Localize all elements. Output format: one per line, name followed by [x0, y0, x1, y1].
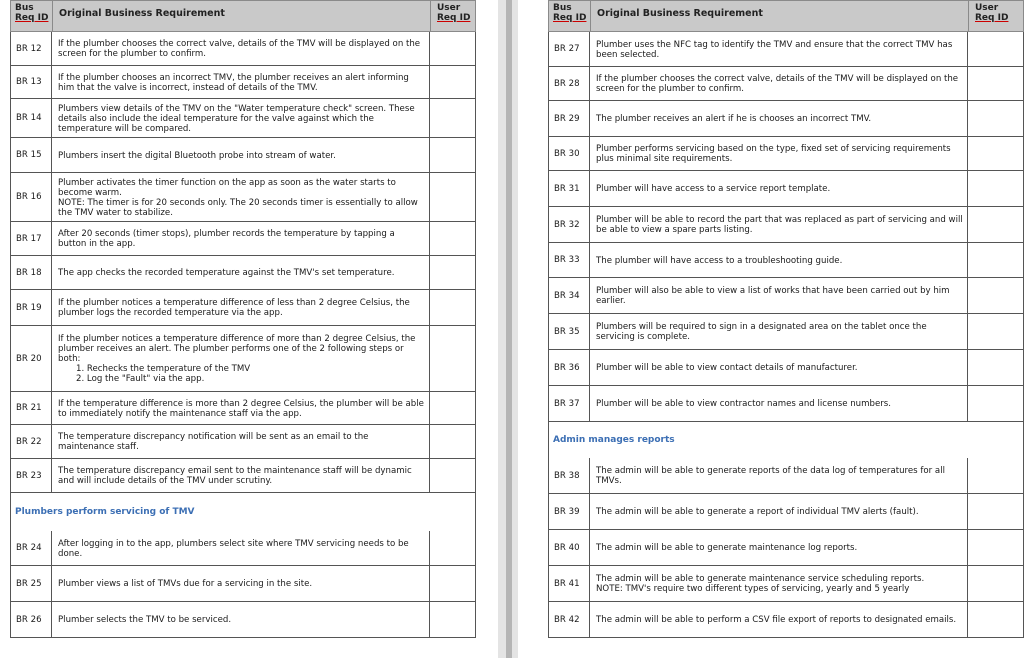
user-req-id-cell [968, 137, 1024, 170]
table-row [548, 101, 1024, 137]
bus-req-id: BR 40 [548, 530, 590, 565]
user-req-id-cell [968, 530, 1024, 565]
requirement-text: Plumber selects the TMV to be serviced. [52, 602, 430, 637]
user-req-id-cell [430, 290, 476, 325]
requirement-text: Plumbers will be required to sign in a designated area on the tablet once the servicing is complete. [590, 314, 968, 349]
bus-req-id: BR 15 [10, 138, 52, 172]
requirement-note: NOTE: TMV's require two different types of servicing, yearly and 5 yearly [596, 584, 910, 594]
bus-req-id: BR 21 [10, 392, 52, 424]
user-req-id-cell [968, 314, 1024, 349]
user-req-id-cell [430, 256, 476, 289]
table-row [548, 32, 1024, 67]
bus-req-id: BR 36 [548, 350, 590, 385]
requirement-text: The admin will be able to generate maintenance service scheduling reports. NOTE: TMV's require two different types of servicing, yearly and 5 yearly [590, 566, 968, 601]
user-req-id-cell [968, 458, 1024, 493]
bus-req-id: BR 20 [10, 326, 52, 391]
requirement-text: Plumber will be able to view contractor names and license numbers. [590, 386, 968, 421]
user-req-id-cell [430, 459, 476, 492]
table-row [10, 531, 476, 566]
table-row [10, 99, 476, 138]
user-req-id-cell [430, 326, 476, 391]
bus-req-id: BR 35 [548, 314, 590, 349]
table-row [548, 458, 1024, 494]
user-req-id-cell [968, 350, 1024, 385]
requirement-steps [58, 364, 425, 384]
bus-req-id: BR 42 [548, 602, 590, 637]
bus-req-id: BR 19 [10, 290, 52, 325]
user-req-id-cell [968, 566, 1024, 601]
user-req-id-cell [430, 602, 476, 637]
user-req-id-cell [968, 171, 1024, 206]
table-row [10, 425, 476, 459]
user-req-id-cell [968, 386, 1024, 421]
bus-req-id: BR 34 [548, 278, 590, 313]
bus-req-id-header: Bus Req ID [549, 1, 591, 31]
bus-req-id: BR 38 [548, 458, 590, 493]
requirement-text: Plumber will have access to a service report template. [590, 171, 968, 206]
table-row [548, 67, 1024, 101]
user-req-id-cell [430, 66, 476, 98]
bus-req-id: BR 33 [548, 243, 590, 277]
requirement-text: If the plumber notices a temperature difference of more than 2 degree Celsius, the plumber receives an alert. The plumber performs one of the 2 following steps or both: 1. Rechecks the temperature of the TMV 2. Log the "Fault" via the app. [52, 326, 430, 391]
table-row [10, 66, 476, 99]
user-req-id-cell [430, 138, 476, 172]
section-heading: Admin manages reports [548, 422, 1024, 458]
requirement-text: The app checks the recorded temperature against the TMV's set temperature. [52, 256, 430, 289]
user-req-id-header: User Req ID [975, 3, 1009, 23]
requirement-note: NOTE: The timer is for 20 seconds only. The 20 seconds timer is essentially to allow the TMV water to stabilize. [58, 197, 418, 218]
requirement-text: If the plumber chooses an incorrect TMV, the plumber receives an alert informing him that the valve is incorrect, instead of details of the TMV. [52, 66, 430, 98]
bus-req-id: BR 32 [548, 207, 590, 242]
bus-req-id: BR 25 [10, 566, 52, 601]
scroll-divider [506, 0, 512, 658]
table-row [10, 32, 476, 66]
table-row [548, 350, 1024, 386]
requirement-text: Plumber will also be able to view a list of works that have been carried out by him earlier. [590, 278, 968, 313]
requirement-text: If the plumber chooses the correct valve, details of the TMV will be displayed on the screen for the plumber to confirm. [52, 32, 430, 65]
user-req-id-cell [430, 222, 476, 255]
table-row [548, 602, 1024, 638]
requirement-text: If the plumber chooses the correct valve, details of the TMV will be displayed on the screen for the plumber to confirm. [590, 67, 968, 100]
bus-req-id: BR 31 [548, 171, 590, 206]
bus-req-id: BR 29 [548, 101, 590, 136]
user-req-id-cell [430, 566, 476, 601]
requirement-text: After 20 seconds (timer stops), plumber records the temperature by tapping a button in the app. [52, 222, 430, 255]
user-req-id-cell [430, 531, 476, 565]
bus-req-id: BR 12 [10, 32, 52, 65]
requirement-header: Original Business Requirement [53, 1, 431, 31]
requirement-text: Plumber views a list of TMVs due for a servicing in the site. [52, 566, 430, 601]
page-gutter [498, 0, 518, 658]
document-page-left [0, 0, 498, 658]
table-row [10, 290, 476, 326]
requirement-text: After logging in to the app, plumbers select site where TMV servicing needs to be done. [52, 531, 430, 565]
requirement-step: 1. Rechecks the temperature of the TMV [76, 364, 251, 374]
table-row [548, 494, 1024, 530]
bus-req-id: BR 41 [548, 566, 590, 601]
bus-req-id: BR 39 [548, 494, 590, 529]
bus-req-id-header: Bus Req ID [11, 1, 53, 31]
table-row [10, 256, 476, 290]
requirement-text: Plumber uses the NFC tag to identify the TMV and ensure that the correct TMV has been selected. [590, 32, 968, 66]
bus-req-id: BR 13 [10, 66, 52, 98]
requirement-text: The admin will be able to generate maintenance log reports. [590, 530, 968, 565]
requirement-text: The admin will be able to perform a CSV file export of reports to designated emails. [590, 602, 968, 637]
table-row [548, 314, 1024, 350]
user-req-id-cell [968, 243, 1024, 277]
table-row [548, 566, 1024, 602]
bus-req-id: BR 37 [548, 386, 590, 421]
user-req-id-header: User Req ID [437, 3, 471, 23]
bus-req-id: BR 28 [548, 67, 590, 100]
user-req-id-cell [430, 32, 476, 65]
table-row [10, 326, 476, 392]
table-row [548, 243, 1024, 278]
user-req-id-cell [430, 99, 476, 137]
bus-req-id: BR 16 [10, 173, 52, 221]
document-page-right [518, 0, 1024, 658]
user-req-id-cell [968, 67, 1024, 100]
requirement-text: Plumber will be able to record the part that was replaced as part of servicing and will be able to view a spare parts listing. [590, 207, 968, 242]
table-row [10, 566, 476, 602]
table-row [548, 530, 1024, 566]
requirement-text: The plumber receives an alert if he is chooses an incorrect TMV. [590, 101, 968, 136]
requirement-text: Plumbers view details of the TMV on the "Water temperature check" screen. These details also include the ideal temperature for the valve against which the temperature will be compared. [52, 99, 430, 137]
section-heading: Plumbers perform servicing of TMV [10, 493, 476, 531]
table-row [10, 138, 476, 173]
table-row [548, 171, 1024, 207]
user-req-id-cell [968, 207, 1024, 242]
user-req-id-cell [430, 173, 476, 221]
requirement-text: Plumber will be able to view contact details of manufacturer. [590, 350, 968, 385]
user-req-id-cell [968, 602, 1024, 637]
bus-req-id: BR 30 [548, 137, 590, 170]
requirement-text: The temperature discrepancy email sent to the maintenance staff will be dynamic and will include details of the TMV under scrutiny. [52, 459, 430, 492]
bus-req-id: BR 23 [10, 459, 52, 492]
user-req-id-cell [968, 32, 1024, 66]
user-req-id-cell [968, 278, 1024, 313]
table-row [548, 278, 1024, 314]
user-req-id-cell [430, 425, 476, 458]
table-row [10, 392, 476, 425]
table-row [10, 222, 476, 256]
table-row [10, 173, 476, 222]
table-row [10, 602, 476, 638]
user-req-id-cell [430, 392, 476, 424]
bus-req-id: BR 17 [10, 222, 52, 255]
bus-req-id: BR 24 [10, 531, 52, 565]
requirement-text: If the plumber notices a temperature difference of less than 2 degree Celsius, the plumber logs the recorded temperature via the app. [52, 290, 430, 325]
bus-req-id: BR 14 [10, 99, 52, 137]
requirement-text: The admin will be able to generate reports of the data log of temperatures for all TMVs. [590, 458, 968, 493]
bus-req-id: BR 22 [10, 425, 52, 458]
requirement-header: Original Business Requirement [591, 1, 969, 31]
user-req-id-cell [968, 101, 1024, 136]
requirement-text: The temperature discrepancy notification will be sent as an email to the maintenance staff. [52, 425, 430, 458]
requirement-text: If the temperature difference is more than 2 degree Celsius, the plumber will be able to immediately notify the maintenance staff via the app. [52, 392, 430, 424]
table-row [548, 386, 1024, 422]
requirement-text: The admin will be able to generate a report of individual TMV alerts (fault). [590, 494, 968, 529]
bus-req-id: BR 18 [10, 256, 52, 289]
requirement-text: The plumber will have access to a troubleshooting guide. [590, 243, 968, 277]
table-row [548, 207, 1024, 243]
requirement-text: Plumbers insert the digital Bluetooth probe into stream of water. [52, 138, 430, 172]
bus-req-id: BR 27 [548, 32, 590, 66]
table-row [10, 459, 476, 493]
user-req-id-cell [968, 494, 1024, 529]
table-row [548, 137, 1024, 171]
requirement-text: Plumber performs servicing based on the type, fixed set of servicing requirements plus minimal site requirements. [590, 137, 968, 170]
requirement-text: Plumber activates the timer function on the app as soon as the water starts to become warm. NOTE: The timer is for 20 seconds only. The 20 seconds timer is essentially to allow the TMV water to stabilize. [52, 173, 430, 221]
requirement-step: 2. Log the "Fault" via the app. [76, 374, 205, 384]
bus-req-id: BR 26 [10, 602, 52, 637]
table-header [10, 0, 476, 32]
table-header [548, 0, 1024, 32]
